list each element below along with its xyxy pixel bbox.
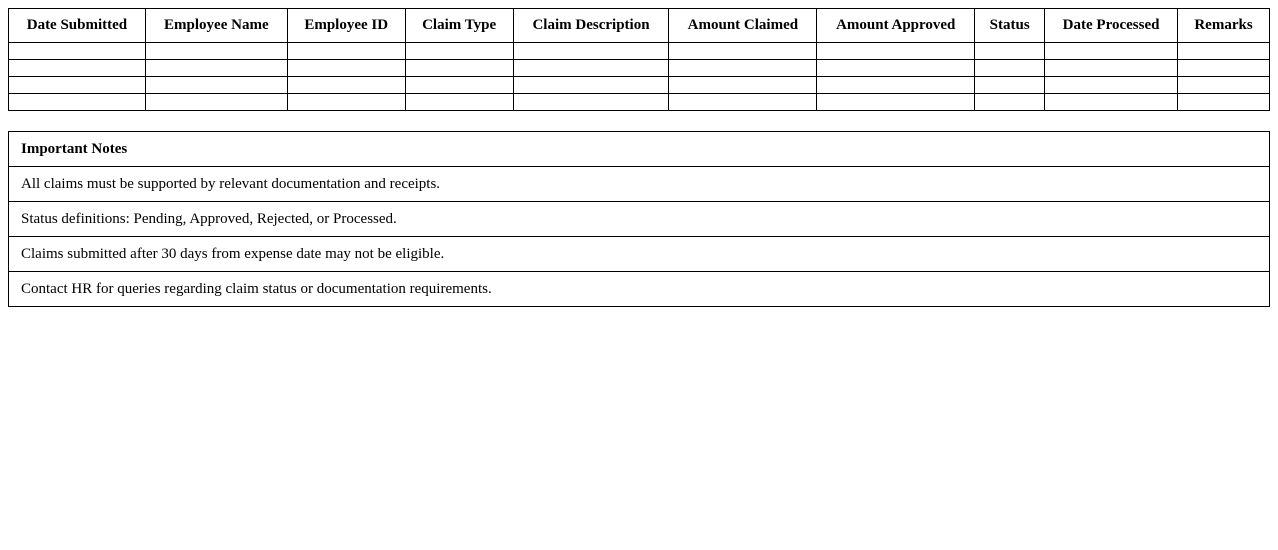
header-remarks: Remarks [1178, 9, 1270, 43]
header-employee-id: Employee ID [287, 9, 405, 43]
header-amount-approved: Amount Approved [817, 9, 975, 43]
table-cell [405, 94, 513, 111]
notes-title: Important Notes [9, 132, 1270, 167]
table-cell [405, 60, 513, 77]
claims-table [8, 8, 1270, 111]
table-cell [975, 43, 1045, 60]
table-cell [513, 60, 669, 77]
note-item: Claims submitted after 30 days from expense date may not be eligible. [9, 237, 1270, 272]
table-cell [145, 77, 287, 94]
table-cell [145, 60, 287, 77]
table-cell [287, 60, 405, 77]
table-cell [513, 77, 669, 94]
note-item: All claims must be supported by relevant documentation and receipts. [9, 167, 1270, 202]
notes-title-row [9, 132, 1270, 167]
header-claim-description: Claim Description [513, 9, 669, 43]
claims-table-header-row [9, 9, 1270, 43]
table-cell [1178, 43, 1270, 60]
table-cell [9, 60, 146, 77]
table-cell [975, 77, 1045, 94]
table-cell [817, 60, 975, 77]
header-date-processed: Date Processed [1045, 9, 1178, 43]
important-notes-table [8, 131, 1270, 307]
table-cell [513, 43, 669, 60]
table-cell [669, 94, 817, 111]
table-cell [975, 60, 1045, 77]
note-row [9, 202, 1270, 237]
table-cell [1045, 43, 1178, 60]
note-row [9, 237, 1270, 272]
document-page [8, 8, 1270, 307]
table-cell [669, 43, 817, 60]
header-claim-type: Claim Type [405, 9, 513, 43]
table-row [9, 60, 1270, 77]
table-cell [975, 94, 1045, 111]
header-date-submitted: Date Submitted [9, 9, 146, 43]
table-cell [1045, 77, 1178, 94]
table-cell [513, 94, 669, 111]
table-cell [9, 77, 146, 94]
table-cell [669, 77, 817, 94]
note-row [9, 167, 1270, 202]
table-cell [817, 94, 975, 111]
header-status: Status [975, 9, 1045, 43]
table-cell [405, 43, 513, 60]
table-cell [669, 60, 817, 77]
table-cell [1045, 60, 1178, 77]
table-row [9, 43, 1270, 60]
table-cell [1178, 60, 1270, 77]
table-cell [9, 94, 146, 111]
note-item: Contact HR for queries regarding claim status or documentation requirements. [9, 272, 1270, 307]
table-cell [145, 43, 287, 60]
table-cell [1045, 94, 1178, 111]
table-cell [817, 77, 975, 94]
table-cell [405, 77, 513, 94]
table-row [9, 94, 1270, 111]
table-cell [817, 43, 975, 60]
note-item: Status definitions: Pending, Approved, Rejected, or Processed. [9, 202, 1270, 237]
table-row [9, 77, 1270, 94]
table-cell [1178, 77, 1270, 94]
table-cell [287, 94, 405, 111]
table-cell [287, 77, 405, 94]
table-cell [287, 43, 405, 60]
table-cell [1178, 94, 1270, 111]
table-cell [145, 94, 287, 111]
note-row [9, 272, 1270, 307]
header-amount-claimed: Amount Claimed [669, 9, 817, 43]
header-employee-name: Employee Name [145, 9, 287, 43]
table-cell [9, 43, 146, 60]
